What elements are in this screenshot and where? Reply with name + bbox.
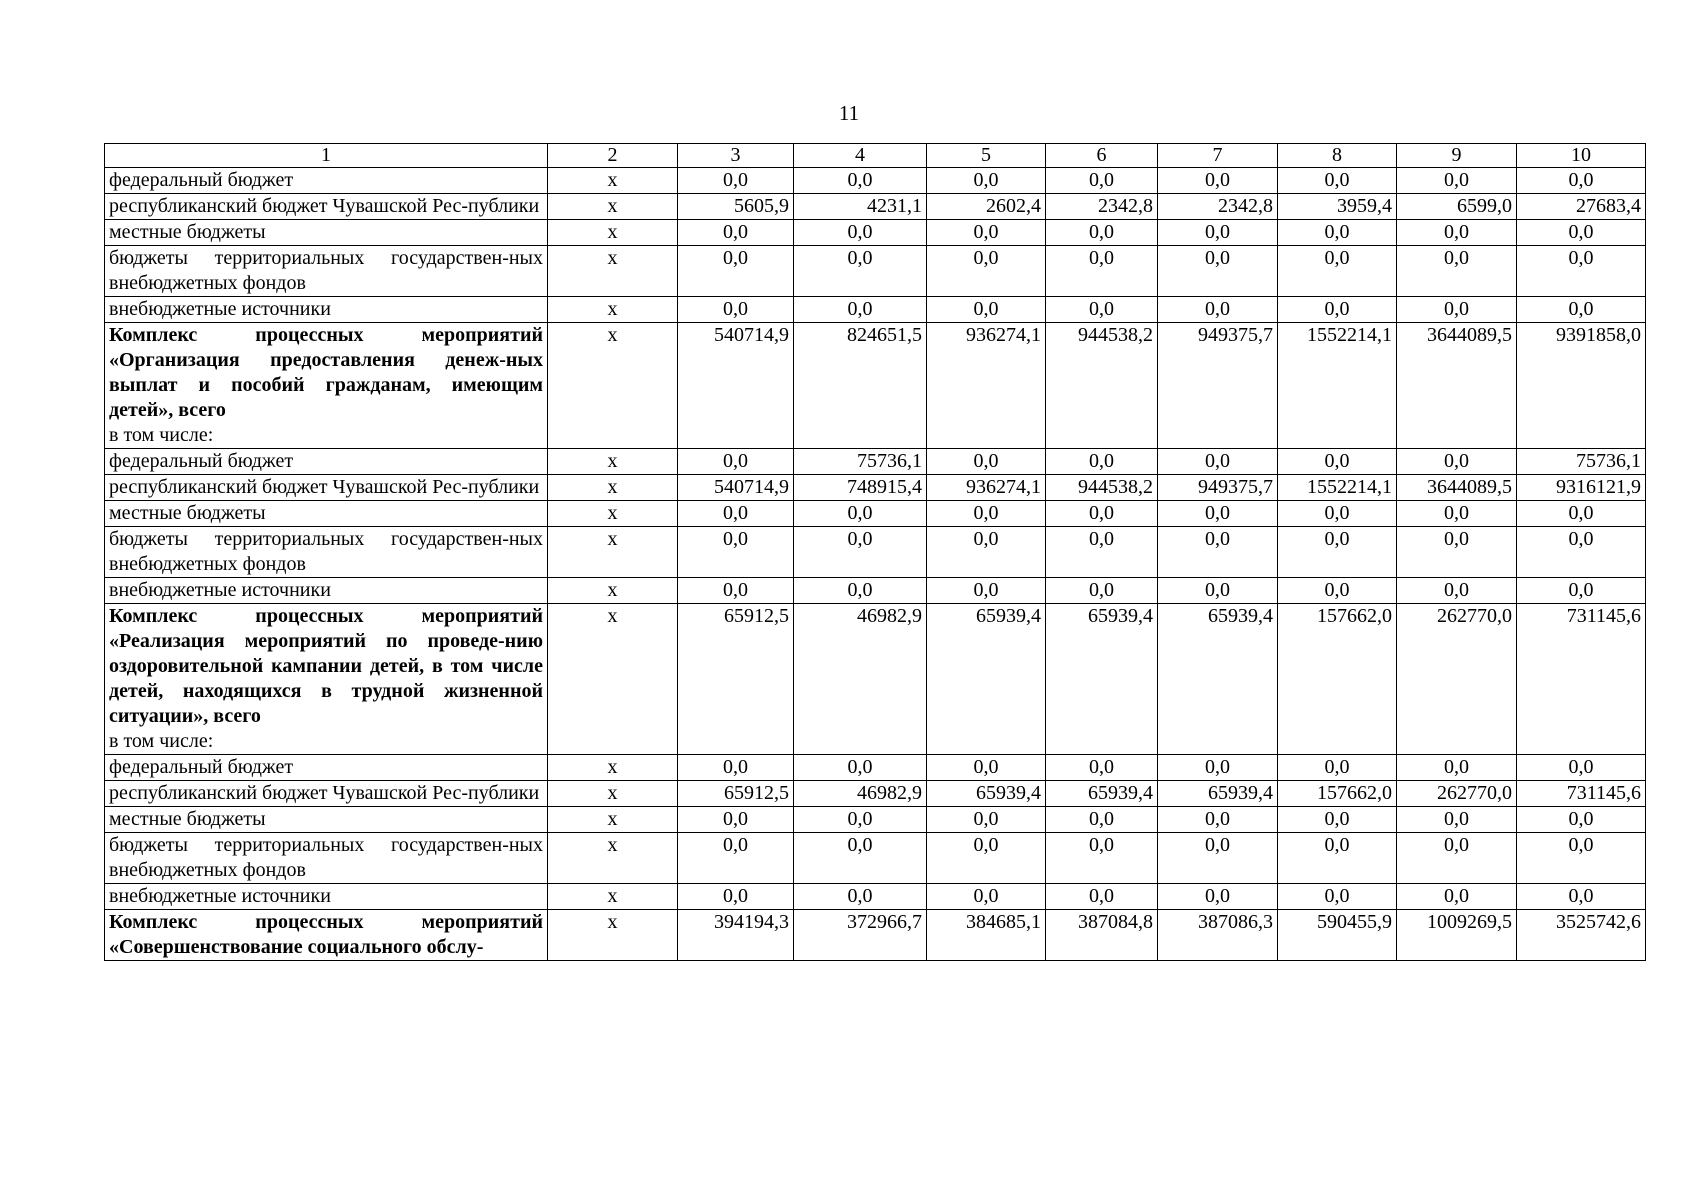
value-cell: 9391858,0: [1517, 323, 1646, 449]
value-cell: 0,0: [927, 807, 1046, 833]
value-cell: 27683,4: [1517, 194, 1646, 220]
value-cell: 540714,9: [678, 323, 794, 449]
table-row: [105, 604, 1646, 755]
value-cell: 0,0: [1517, 297, 1646, 323]
row-label: республиканский бюджет Чувашской Рес-публики: [105, 781, 548, 807]
value-cell: 46982,9: [794, 781, 927, 807]
row-label-title: Комплекс процессных мероприятий «Организация предоставления денеж-ных выплат и пособий гражданам, имеющим детей», всего: [109, 324, 543, 421]
table-row: [105, 449, 1646, 475]
column-header: 3: [678, 144, 794, 168]
value-cell: 0,0: [1278, 578, 1397, 604]
row-code: x: [548, 781, 678, 807]
value-cell: 949375,7: [1158, 475, 1278, 501]
row-label: внебюджетные источники: [105, 884, 548, 910]
row-code: x: [548, 449, 678, 475]
value-cell: 372966,7: [794, 910, 927, 961]
row-code: x: [548, 807, 678, 833]
row-code: x: [548, 220, 678, 246]
value-cell: 1552214,1: [1278, 475, 1397, 501]
row-code: x: [548, 884, 678, 910]
value-cell: 0,0: [1158, 884, 1278, 910]
value-cell: 0,0: [1158, 527, 1278, 578]
value-cell: 0,0: [794, 527, 927, 578]
value-cell: 0,0: [1278, 501, 1397, 527]
value-cell: 0,0: [927, 527, 1046, 578]
value-cell: 0,0: [1517, 168, 1646, 194]
value-cell: 0,0: [1158, 220, 1278, 246]
value-cell: 944538,2: [1046, 475, 1158, 501]
value-cell: 0,0: [678, 246, 794, 297]
value-cell: 0,0: [794, 833, 927, 884]
value-cell: 0,0: [678, 168, 794, 194]
value-cell: 0,0: [1397, 168, 1517, 194]
value-cell: 0,0: [1046, 449, 1158, 475]
value-cell: 0,0: [794, 220, 927, 246]
value-cell: 0,0: [1158, 501, 1278, 527]
row-label: [105, 323, 548, 449]
value-cell: 75736,1: [794, 449, 927, 475]
row-code: x: [548, 755, 678, 781]
value-cell: 0,0: [927, 220, 1046, 246]
value-cell: 0,0: [794, 168, 927, 194]
row-label: [105, 604, 548, 755]
row-label: местные бюджеты: [105, 807, 548, 833]
value-cell: 157662,0: [1278, 781, 1397, 807]
row-code: x: [548, 527, 678, 578]
value-cell: 1552214,1: [1278, 323, 1397, 449]
table-row: [105, 323, 1646, 449]
value-cell: 65939,4: [1046, 781, 1158, 807]
row-code: x: [548, 323, 678, 449]
value-cell: 65939,4: [1158, 604, 1278, 755]
value-cell: 590455,9: [1278, 910, 1397, 961]
value-cell: 0,0: [1046, 755, 1158, 781]
value-cell: 0,0: [1158, 578, 1278, 604]
value-cell: 0,0: [1517, 884, 1646, 910]
row-code: x: [548, 833, 678, 884]
value-cell: 65939,4: [927, 781, 1046, 807]
value-cell: 0,0: [794, 807, 927, 833]
table-row: [105, 755, 1646, 781]
table-row: [105, 527, 1646, 578]
value-cell: 0,0: [1278, 297, 1397, 323]
value-cell: 0,0: [794, 755, 927, 781]
table-row: [105, 807, 1646, 833]
row-label: республиканский бюджет Чувашской Рес-публики: [105, 194, 548, 220]
value-cell: 157662,0: [1278, 604, 1397, 755]
row-label: бюджеты территориальных государствен-ных внебюджетных фондов: [105, 527, 548, 578]
table-row: [105, 501, 1646, 527]
value-cell: 0,0: [1278, 168, 1397, 194]
value-cell: 0,0: [1517, 246, 1646, 297]
value-cell: 2602,4: [927, 194, 1046, 220]
value-cell: 0,0: [1158, 168, 1278, 194]
value-cell: 0,0: [1397, 527, 1517, 578]
value-cell: 0,0: [1046, 220, 1158, 246]
value-cell: 0,0: [1397, 833, 1517, 884]
value-cell: 0,0: [1278, 527, 1397, 578]
value-cell: 0,0: [1046, 168, 1158, 194]
value-cell: 0,0: [1517, 527, 1646, 578]
column-header: 6: [1046, 144, 1158, 168]
value-cell: 0,0: [927, 297, 1046, 323]
value-cell: 0,0: [1278, 884, 1397, 910]
row-label: внебюджетные источники: [105, 297, 548, 323]
column-header: 1: [105, 144, 548, 168]
value-cell: 0,0: [1158, 807, 1278, 833]
row-label: федеральный бюджет: [105, 449, 548, 475]
value-cell: 0,0: [1046, 578, 1158, 604]
value-cell: 0,0: [1397, 807, 1517, 833]
value-cell: 394194,3: [678, 910, 794, 961]
row-label: внебюджетные источники: [105, 578, 548, 604]
row-code: x: [548, 297, 678, 323]
row-code: x: [548, 501, 678, 527]
value-cell: 0,0: [1397, 884, 1517, 910]
value-cell: 0,0: [1278, 755, 1397, 781]
column-header: 8: [1278, 144, 1397, 168]
value-cell: 0,0: [1278, 833, 1397, 884]
value-cell: 65912,5: [678, 604, 794, 755]
value-cell: 0,0: [678, 833, 794, 884]
value-cell: 46982,9: [794, 604, 927, 755]
table-row: [105, 194, 1646, 220]
row-label-title: Комплекс процессных мероприятий «Реализация мероприятий по проведе-нию оздоровительной кампании детей, в том числе детей, находящихся в трудной жизненной ситуации», всего: [109, 605, 543, 727]
value-cell: 0,0: [1046, 807, 1158, 833]
page-number: 11: [838, 101, 860, 125]
row-label: бюджеты территориальных государствен-ных внебюджетных фондов: [105, 833, 548, 884]
row-label: федеральный бюджет: [105, 168, 548, 194]
value-cell: 0,0: [1397, 246, 1517, 297]
budget-table: [104, 143, 1646, 961]
row-code: x: [548, 246, 678, 297]
row-label: местные бюджеты: [105, 220, 548, 246]
value-cell: 0,0: [1517, 833, 1646, 884]
value-cell: 949375,7: [1158, 323, 1278, 449]
value-cell: 0,0: [678, 755, 794, 781]
table-header-row: [105, 144, 1646, 168]
value-cell: 0,0: [1517, 501, 1646, 527]
value-cell: 0,0: [1397, 578, 1517, 604]
value-cell: 0,0: [927, 501, 1046, 527]
value-cell: 0,0: [1278, 449, 1397, 475]
value-cell: 0,0: [1517, 220, 1646, 246]
value-cell: 65939,4: [1158, 781, 1278, 807]
table-row: [105, 475, 1646, 501]
table-row: [105, 781, 1646, 807]
value-cell: 2342,8: [1158, 194, 1278, 220]
table-body: [105, 144, 1646, 961]
value-cell: 0,0: [1397, 297, 1517, 323]
value-cell: 0,0: [1397, 501, 1517, 527]
table-row: [105, 168, 1646, 194]
value-cell: 75736,1: [1517, 449, 1646, 475]
table-row: [105, 220, 1646, 246]
value-cell: 0,0: [1517, 578, 1646, 604]
row-label: [105, 910, 548, 961]
value-cell: 0,0: [794, 297, 927, 323]
table-row: [105, 884, 1646, 910]
column-header: 7: [1158, 144, 1278, 168]
value-cell: 0,0: [1278, 807, 1397, 833]
value-cell: 936274,1: [927, 475, 1046, 501]
value-cell: 944538,2: [1046, 323, 1158, 449]
value-cell: 936274,1: [927, 323, 1046, 449]
table-row: [105, 910, 1646, 961]
row-label-subtitle: в том числе:: [109, 424, 214, 446]
value-cell: 0,0: [678, 807, 794, 833]
value-cell: 0,0: [794, 578, 927, 604]
value-cell: 65939,4: [1046, 604, 1158, 755]
value-cell: 0,0: [927, 246, 1046, 297]
value-cell: 0,0: [1278, 220, 1397, 246]
value-cell: 384685,1: [927, 910, 1046, 961]
table-row: [105, 833, 1646, 884]
value-cell: 0,0: [1397, 449, 1517, 475]
value-cell: 731145,6: [1517, 604, 1646, 755]
value-cell: 0,0: [927, 578, 1046, 604]
value-cell: 0,0: [794, 884, 927, 910]
value-cell: 0,0: [927, 833, 1046, 884]
value-cell: 0,0: [1158, 297, 1278, 323]
column-header: 10: [1517, 144, 1646, 168]
column-header: 5: [927, 144, 1046, 168]
row-label: республиканский бюджет Чувашской Рес-публики: [105, 475, 548, 501]
table-row: [105, 246, 1646, 297]
row-code: x: [548, 910, 678, 961]
value-cell: 0,0: [794, 246, 927, 297]
value-cell: 387084,8: [1046, 910, 1158, 961]
value-cell: 0,0: [1397, 755, 1517, 781]
value-cell: 0,0: [678, 884, 794, 910]
value-cell: 0,0: [678, 501, 794, 527]
value-cell: 0,0: [678, 220, 794, 246]
value-cell: 0,0: [1158, 755, 1278, 781]
row-label-subtitle: в том числе:: [109, 730, 214, 752]
value-cell: 2342,8: [1046, 194, 1158, 220]
value-cell: 748915,4: [794, 475, 927, 501]
row-code: x: [548, 168, 678, 194]
value-cell: 3525742,6: [1517, 910, 1646, 961]
value-cell: 0,0: [678, 578, 794, 604]
value-cell: 0,0: [678, 297, 794, 323]
value-cell: 3644089,5: [1397, 323, 1517, 449]
value-cell: 0,0: [1158, 449, 1278, 475]
value-cell: 387086,3: [1158, 910, 1278, 961]
value-cell: 0,0: [1397, 220, 1517, 246]
value-cell: 0,0: [927, 755, 1046, 781]
value-cell: 6599,0: [1397, 194, 1517, 220]
value-cell: 262770,0: [1397, 604, 1517, 755]
row-code: x: [548, 475, 678, 501]
value-cell: 3644089,5: [1397, 475, 1517, 501]
row-label: федеральный бюджет: [105, 755, 548, 781]
value-cell: 0,0: [1046, 501, 1158, 527]
value-cell: 0,0: [1517, 807, 1646, 833]
value-cell: 5605,9: [678, 194, 794, 220]
table-row: [105, 578, 1646, 604]
column-header: 4: [794, 144, 927, 168]
value-cell: 0,0: [1158, 833, 1278, 884]
value-cell: 65939,4: [927, 604, 1046, 755]
value-cell: 0,0: [1046, 527, 1158, 578]
value-cell: 0,0: [1046, 833, 1158, 884]
value-cell: 0,0: [678, 449, 794, 475]
row-code: x: [548, 604, 678, 755]
row-label: бюджеты территориальных государствен-ных внебюджетных фондов: [105, 246, 548, 297]
row-label: местные бюджеты: [105, 501, 548, 527]
column-header: 9: [1397, 144, 1517, 168]
value-cell: 3959,4: [1278, 194, 1397, 220]
value-cell: 0,0: [1046, 246, 1158, 297]
row-label-title: Комплекс процессных мероприятий «Совершенствование социального обслу-: [109, 911, 543, 958]
value-cell: 540714,9: [678, 475, 794, 501]
value-cell: 4231,1: [794, 194, 927, 220]
value-cell: 0,0: [678, 527, 794, 578]
value-cell: 1009269,5: [1397, 910, 1517, 961]
value-cell: 0,0: [927, 168, 1046, 194]
value-cell: 0,0: [927, 884, 1046, 910]
value-cell: 0,0: [794, 501, 927, 527]
value-cell: 0,0: [927, 449, 1046, 475]
value-cell: 0,0: [1046, 884, 1158, 910]
value-cell: 9316121,9: [1517, 475, 1646, 501]
value-cell: 0,0: [1278, 246, 1397, 297]
value-cell: 731145,6: [1517, 781, 1646, 807]
value-cell: 0,0: [1158, 246, 1278, 297]
column-header: 2: [548, 144, 678, 168]
value-cell: 0,0: [1517, 755, 1646, 781]
value-cell: 0,0: [1046, 297, 1158, 323]
row-code: x: [548, 578, 678, 604]
value-cell: 262770,0: [1397, 781, 1517, 807]
value-cell: 65912,5: [678, 781, 794, 807]
value-cell: 824651,5: [794, 323, 927, 449]
row-code: x: [548, 194, 678, 220]
table-row: [105, 297, 1646, 323]
